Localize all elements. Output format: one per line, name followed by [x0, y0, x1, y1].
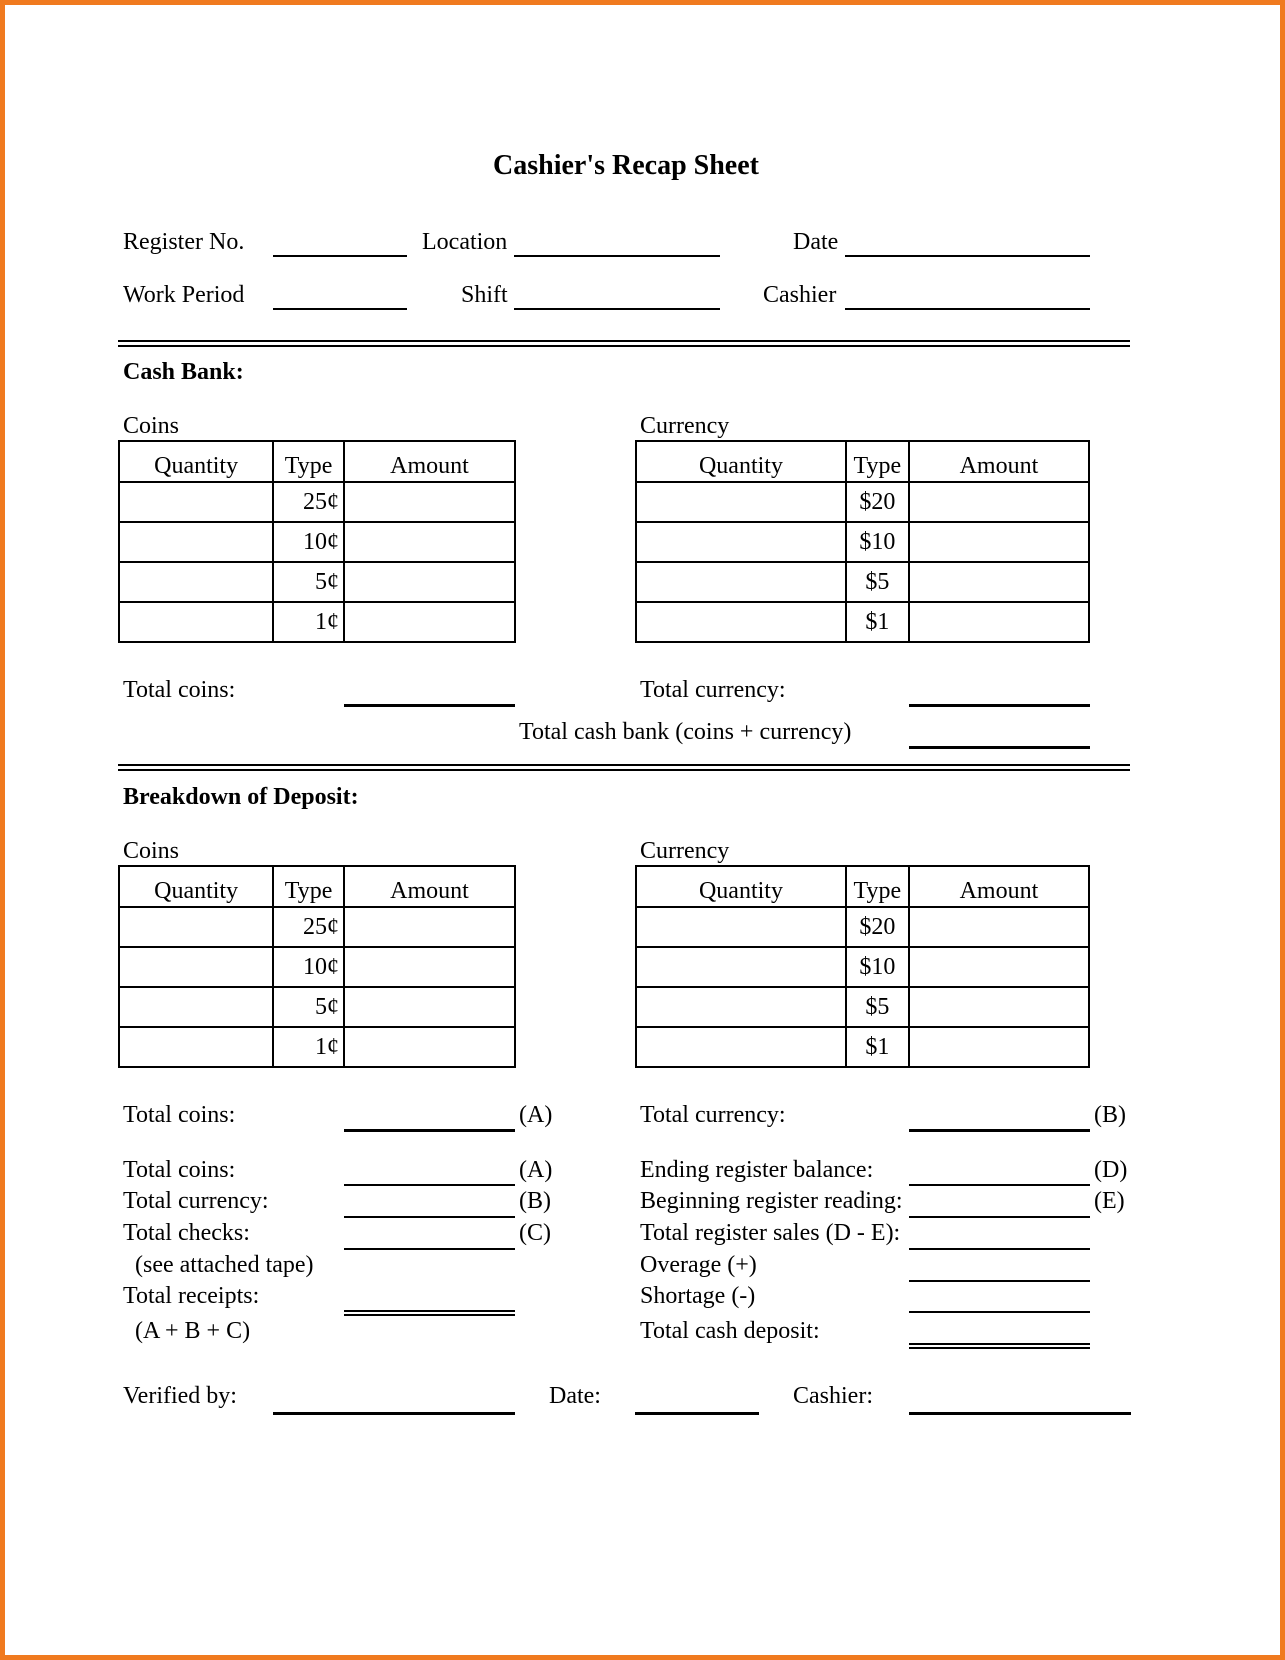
- total-cash-bank-label: Total cash bank (coins + currency): [519, 719, 852, 745]
- column-header-type: Type: [846, 866, 909, 907]
- table-row: [119, 522, 515, 562]
- shift-field[interactable]: [514, 308, 720, 310]
- amount-cell[interactable]: [344, 522, 515, 562]
- amount-cell[interactable]: [909, 947, 1089, 987]
- summary-tag-a: (A): [519, 1157, 553, 1183]
- cash-bank-currency-caption: Currency: [640, 413, 730, 439]
- work-period-label: Work Period: [123, 282, 245, 308]
- amount-cell[interactable]: [909, 522, 1089, 562]
- summary-total-coins-field[interactable]: [344, 1184, 515, 1186]
- amount-cell[interactable]: [344, 1027, 515, 1067]
- total-cash-bank-field[interactable]: [909, 746, 1090, 749]
- total-sales-field[interactable]: [909, 1248, 1090, 1250]
- amount-cell[interactable]: [909, 907, 1089, 947]
- quantity-cell[interactable]: [636, 907, 846, 947]
- summary-tag-e: (E): [1094, 1188, 1125, 1214]
- cash-bank-total-currency-field[interactable]: [909, 704, 1090, 707]
- verified-by-field[interactable]: [273, 1412, 515, 1415]
- register-no-label: Register No.: [123, 229, 245, 255]
- deposit-total-coins-tag: (A): [519, 1102, 553, 1128]
- section-divider: [118, 340, 1130, 347]
- beginning-reading-label: Beginning register reading:: [640, 1188, 903, 1214]
- column-header-amount: Amount: [909, 441, 1089, 482]
- amount-cell[interactable]: [909, 1027, 1089, 1067]
- quantity-cell[interactable]: [119, 947, 273, 987]
- table-row: [119, 562, 515, 602]
- quantity-cell[interactable]: [119, 482, 273, 522]
- checks-note: (see attached tape): [135, 1252, 314, 1278]
- type-cell: 25¢: [273, 482, 344, 522]
- column-header-type: Type: [846, 441, 909, 482]
- amount-cell[interactable]: [344, 602, 515, 642]
- column-header-quantity: Quantity: [119, 866, 273, 907]
- date-label: Date: [793, 229, 839, 255]
- total-cash-deposit-field[interactable]: [909, 1343, 1090, 1349]
- amount-cell[interactable]: [344, 947, 515, 987]
- quantity-cell[interactable]: [636, 602, 846, 642]
- quantity-cell[interactable]: [636, 562, 846, 602]
- receipts-formula: (A + B + C): [135, 1318, 251, 1344]
- quantity-cell[interactable]: [636, 987, 846, 1027]
- verified-by-label: Verified by:: [123, 1383, 237, 1409]
- deposit-total-currency-tag: (B): [1094, 1102, 1126, 1128]
- total-sales-label: Total register sales (D - E):: [640, 1220, 901, 1246]
- total-cash-deposit-label: Total cash deposit:: [640, 1318, 820, 1344]
- table-row: [636, 522, 1089, 562]
- type-cell: $10: [846, 947, 909, 987]
- amount-cell[interactable]: [909, 987, 1089, 1027]
- cash-bank-coins-caption: Coins: [123, 413, 180, 439]
- type-cell: 10¢: [273, 947, 344, 987]
- amount-cell[interactable]: [344, 482, 515, 522]
- deposit-total-currency-field[interactable]: [909, 1129, 1090, 1132]
- amount-cell[interactable]: [344, 562, 515, 602]
- table-row: [636, 947, 1089, 987]
- type-cell: $5: [846, 562, 909, 602]
- footer-cashier-field[interactable]: [909, 1412, 1131, 1415]
- quantity-cell[interactable]: [119, 602, 273, 642]
- table-row: [636, 1027, 1089, 1067]
- shift-label: Shift: [461, 282, 508, 308]
- summary-tag-b: (B): [519, 1188, 551, 1214]
- amount-cell[interactable]: [344, 987, 515, 1027]
- summary-total-checks-field[interactable]: [344, 1248, 515, 1250]
- summary-total-coins-label: Total coins:: [123, 1157, 236, 1183]
- deposit-currency-caption: Currency: [640, 838, 730, 864]
- table-row: [636, 907, 1089, 947]
- page-title: Cashier's Recap Sheet: [493, 150, 759, 181]
- column-header-amount: Amount: [344, 441, 515, 482]
- table-row: [119, 947, 515, 987]
- deposit-currency-table: [635, 865, 1090, 1068]
- quantity-cell[interactable]: [636, 1027, 846, 1067]
- type-cell: $5: [846, 987, 909, 1027]
- type-cell: $1: [846, 602, 909, 642]
- summary-tag-c: (C): [519, 1220, 551, 1246]
- location-label: Location: [422, 229, 508, 255]
- quantity-cell[interactable]: [119, 1027, 273, 1067]
- work-period-field[interactable]: [273, 308, 407, 310]
- summary-total-currency-label: Total currency:: [123, 1188, 269, 1214]
- quantity-cell[interactable]: [119, 522, 273, 562]
- footer-cashier-label: Cashier:: [793, 1383, 873, 1409]
- deposit-coins-caption: Coins: [123, 838, 180, 864]
- deposit-total-currency-label: Total currency:: [640, 1102, 786, 1128]
- shortage-field[interactable]: [909, 1311, 1090, 1313]
- amount-cell[interactable]: [344, 907, 515, 947]
- type-cell: 1¢: [273, 602, 344, 642]
- type-cell: 25¢: [273, 907, 344, 947]
- summary-total-receipts-label: Total receipts:: [123, 1283, 260, 1309]
- type-cell: $10: [846, 522, 909, 562]
- footer-date-field[interactable]: [635, 1412, 759, 1415]
- quantity-cell[interactable]: [119, 907, 273, 947]
- quantity-cell[interactable]: [119, 987, 273, 1027]
- table-row: [119, 987, 515, 1027]
- table-row: [636, 602, 1089, 642]
- table-row: [119, 482, 515, 522]
- cash-bank-total-coins-label: Total coins:: [123, 677, 236, 703]
- type-cell: 5¢: [273, 562, 344, 602]
- footer-date-label: Date:: [549, 1383, 601, 1409]
- summary-tag-d: (D): [1094, 1157, 1128, 1183]
- cashier-field[interactable]: [845, 308, 1090, 310]
- table-row: [636, 482, 1089, 522]
- column-header-amount: Amount: [909, 866, 1089, 907]
- amount-cell[interactable]: [909, 482, 1089, 522]
- type-cell: 1¢: [273, 1027, 344, 1067]
- column-header-quantity: Quantity: [119, 441, 273, 482]
- date-field[interactable]: [845, 255, 1090, 257]
- column-header-amount: Amount: [344, 866, 515, 907]
- cash-bank-total-currency-label: Total currency:: [640, 677, 786, 703]
- deposit-coins-table: [118, 865, 516, 1068]
- table-row: [636, 987, 1089, 1027]
- quantity-cell[interactable]: [119, 562, 273, 602]
- column-header-quantity: Quantity: [636, 441, 846, 482]
- type-cell: $20: [846, 482, 909, 522]
- column-header-type: Type: [273, 866, 344, 907]
- location-field[interactable]: [514, 255, 720, 257]
- quantity-cell[interactable]: [636, 947, 846, 987]
- section-divider: [118, 764, 1130, 771]
- cashier-label: Cashier: [763, 282, 837, 308]
- beginning-reading-field[interactable]: [909, 1216, 1090, 1218]
- summary-total-receipts-field[interactable]: [344, 1310, 515, 1316]
- column-header-quantity: Quantity: [636, 866, 846, 907]
- type-cell: 10¢: [273, 522, 344, 562]
- deposit-heading: Breakdown of Deposit:: [123, 784, 359, 810]
- register-no-field[interactable]: [273, 255, 407, 257]
- deposit-total-coins-label: Total coins:: [123, 1102, 236, 1128]
- quantity-cell[interactable]: [636, 522, 846, 562]
- shortage-label: Shortage (-): [640, 1283, 756, 1309]
- table-row: [119, 602, 515, 642]
- quantity-cell[interactable]: [636, 482, 846, 522]
- table-row: [119, 1027, 515, 1067]
- cash-bank-total-coins-field[interactable]: [344, 704, 515, 707]
- summary-total-checks-label: Total checks:: [123, 1220, 250, 1246]
- type-cell: $20: [846, 907, 909, 947]
- deposit-total-coins-field[interactable]: [344, 1129, 515, 1132]
- cash-bank-coins-table: [118, 440, 516, 643]
- table-row: [636, 562, 1089, 602]
- amount-cell[interactable]: [909, 562, 1089, 602]
- amount-cell[interactable]: [909, 602, 1089, 642]
- cash-bank-heading: Cash Bank:: [123, 359, 244, 385]
- overage-label: Overage (+): [640, 1252, 757, 1278]
- type-cell: $1: [846, 1027, 909, 1067]
- cash-bank-currency-table: [635, 440, 1090, 643]
- column-header-type: Type: [273, 441, 344, 482]
- summary-total-currency-field[interactable]: [344, 1216, 515, 1218]
- ending-balance-label: Ending register balance:: [640, 1157, 874, 1183]
- overage-field[interactable]: [909, 1280, 1090, 1282]
- type-cell: 5¢: [273, 987, 344, 1027]
- table-row: [119, 907, 515, 947]
- ending-balance-field[interactable]: [909, 1184, 1090, 1186]
